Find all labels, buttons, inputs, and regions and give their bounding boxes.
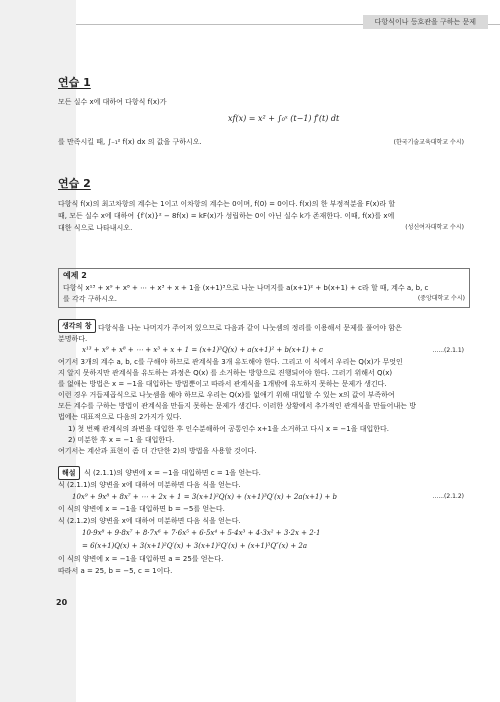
page-content: [58, 0, 468, 702]
example-2-line-2: 를 각각 구하시오.: [63, 295, 118, 303]
thinking-line-4: 지 알지 못하지만 관계식을 유도하는 과정은 Q(x) 를 소거하는 방향으로 진행되어야 한다. 그러기 위해서 Q(x): [58, 369, 393, 377]
solution-line-6: 따라서 a = 25, b = −5, c = 1이다.: [58, 567, 173, 575]
thinking-line-1: 다항식을 나눈 나머지가 주어져 있으므로 다음과 같이 나눗셈의 정리를 이용해서 문제를 풀어야 함은: [98, 324, 402, 332]
thinking-line-8: 법에는 대표적으로 다음의 2가지가 있다.: [58, 413, 182, 421]
thinking-line-2: 분명하다.: [58, 335, 88, 343]
practice-1-equation: xf(x) = x² + ∫₀ˣ (t−1) f′(t) dt: [228, 114, 340, 123]
practice-2-title: 연습 2: [58, 177, 91, 190]
practice-2-line-3: 대한 식으로 나타내시오.: [58, 224, 133, 232]
example-2-title: 예제 2: [63, 271, 87, 280]
practice-1-line-1: 모든 실수 x에 대하여 다항식 f(x)가: [58, 98, 167, 106]
solution-line-1: 식 (2.1.1)의 양변에 x = −1을 대입하면 c = 1을 얻는다.: [84, 469, 261, 477]
thinking-line-5: 를 없애는 방법은 x = −1을 대입하는 방법뿐이고 따라서 관계식을 1개밖에 유도하지 못하는 문제가 생긴다.: [58, 380, 387, 388]
practice-2-source: (성신여자대학교 수시): [405, 224, 464, 231]
thinking-line-6: 이런 경우 거듭제곱식으로 나눗셈을 해야 하므로 우리는 Q(x)를 없애기 위해 대입할 수 있는 x의 값이 부족하여: [58, 391, 395, 399]
solution-equation-1: 10x⁹ + 9x⁸ + 8x⁷ + ⋯ + 2x + 1 = 3(x+1)²Q(x) + (x+1)³Q′(x) + 2a(x+1) + b: [72, 493, 338, 501]
solution-equation-3: = 6(x+1)Q(x) + 3(x+1)²Q′(x) + 3(x+1)²Q′(x) + (x+1)³Q″(x) + 2a: [82, 542, 308, 550]
solution-line-5: 이 식의 양변에 x = −1을 대입하면 a = 25를 얻는다.: [58, 555, 224, 563]
thinking-item-2: 2) 미분한 후 x = −1 을 대입한다.: [68, 436, 175, 444]
thinking-item-1: 1) 첫 번째 관계식의 좌변을 대입한 후 인수분해하여 공통인수 x+1을 소거하고 다시 x = −1을 대입한다.: [68, 425, 390, 433]
page-number: 20: [56, 598, 68, 607]
example-2-source: (중앙대학교 수시): [417, 295, 465, 302]
solution-equation-2: 10·9x⁸ + 9·8x⁷ + 8·7x⁶ + 7·6x⁵ + 6·5x⁴ + 5·4x³ + 4·3x² + 3·2x + 2·1: [82, 529, 321, 537]
practice-2-line-2: 때, 모든 실수 x에 대하여 {f′(x)}² − 8f(x) = kF(x)가 성립하는 0이 아닌 실수 k가 존재한다. 이때, f(x)를 x에: [58, 212, 395, 220]
example-2-box: [58, 268, 470, 308]
thinking-label: 생각의 창: [58, 319, 96, 333]
thinking-line-3: 여기서 3개의 계수 a, b, c를 구해야 하므로 관계식을 3개 유도해야 한다. 그리고 이 식에서 우리는 Q(x)가 무엇인: [58, 358, 403, 366]
practice-1-source: (한국기술교육대학교 수시): [393, 139, 464, 146]
solution-line-3: 이 식의 양변에 x = −1을 대입하면 b = −5를 얻는다.: [58, 505, 225, 513]
example-2-line-1: 다항식 x¹³ + x⁹ + x⁸ + ⋯ + x³ + x + 1을 (x+1)³으로 나눈 나머지를 a(x+1)² + b(x+1) + c라 할 때, 계수 a, b, c: [63, 284, 429, 292]
solution-line-4: 식 (2.1.2)의 양변을 x에 대하여 미분하면 다음 식을 얻는다.: [58, 517, 241, 525]
header-title: 다항식이나 등호관을 구하는 문제: [363, 15, 488, 29]
solution-label: 해설: [58, 466, 80, 480]
thinking-equation-number: ......(2.1.1): [432, 347, 464, 354]
solution-equation-number: ......(2.1.2): [432, 493, 464, 500]
thinking-equation: x¹³ + x⁹ + x⁸ + ⋯ + x³ + x + 1 = (x+1)³Q(x) + a(x+1)² + b(x+1) + c: [82, 346, 323, 354]
practice-1-line-2: 를 만족시킬 때, ∫₋₁² f(x) dx 의 값을 구하시오.: [58, 138, 202, 146]
practice-1-title: 연습 1: [58, 76, 91, 89]
thinking-line-7: 모든 계수를 구하는 방법이 관계식을 만들지 못하는 문제가 생긴다. 이러한 상황에서 추가적인 관계식을 만들어내는 방: [58, 402, 416, 410]
solution-line-2: 식 (2.1.1)의 양변을 x에 대하여 미분하면 다음 식을 얻는다.: [58, 481, 241, 489]
practice-2-line-1: 다항식 f(x)의 최고차항의 계수는 1이고 이차항의 계수는 0이며, f(0) = 0이다. f(x)의 한 부정적분을 F(x)라 할: [58, 200, 396, 208]
thinking-line-9: 여기서는 계산과 표현이 좀 더 간단한 2)의 방법을 사용할 것이다.: [58, 447, 257, 455]
